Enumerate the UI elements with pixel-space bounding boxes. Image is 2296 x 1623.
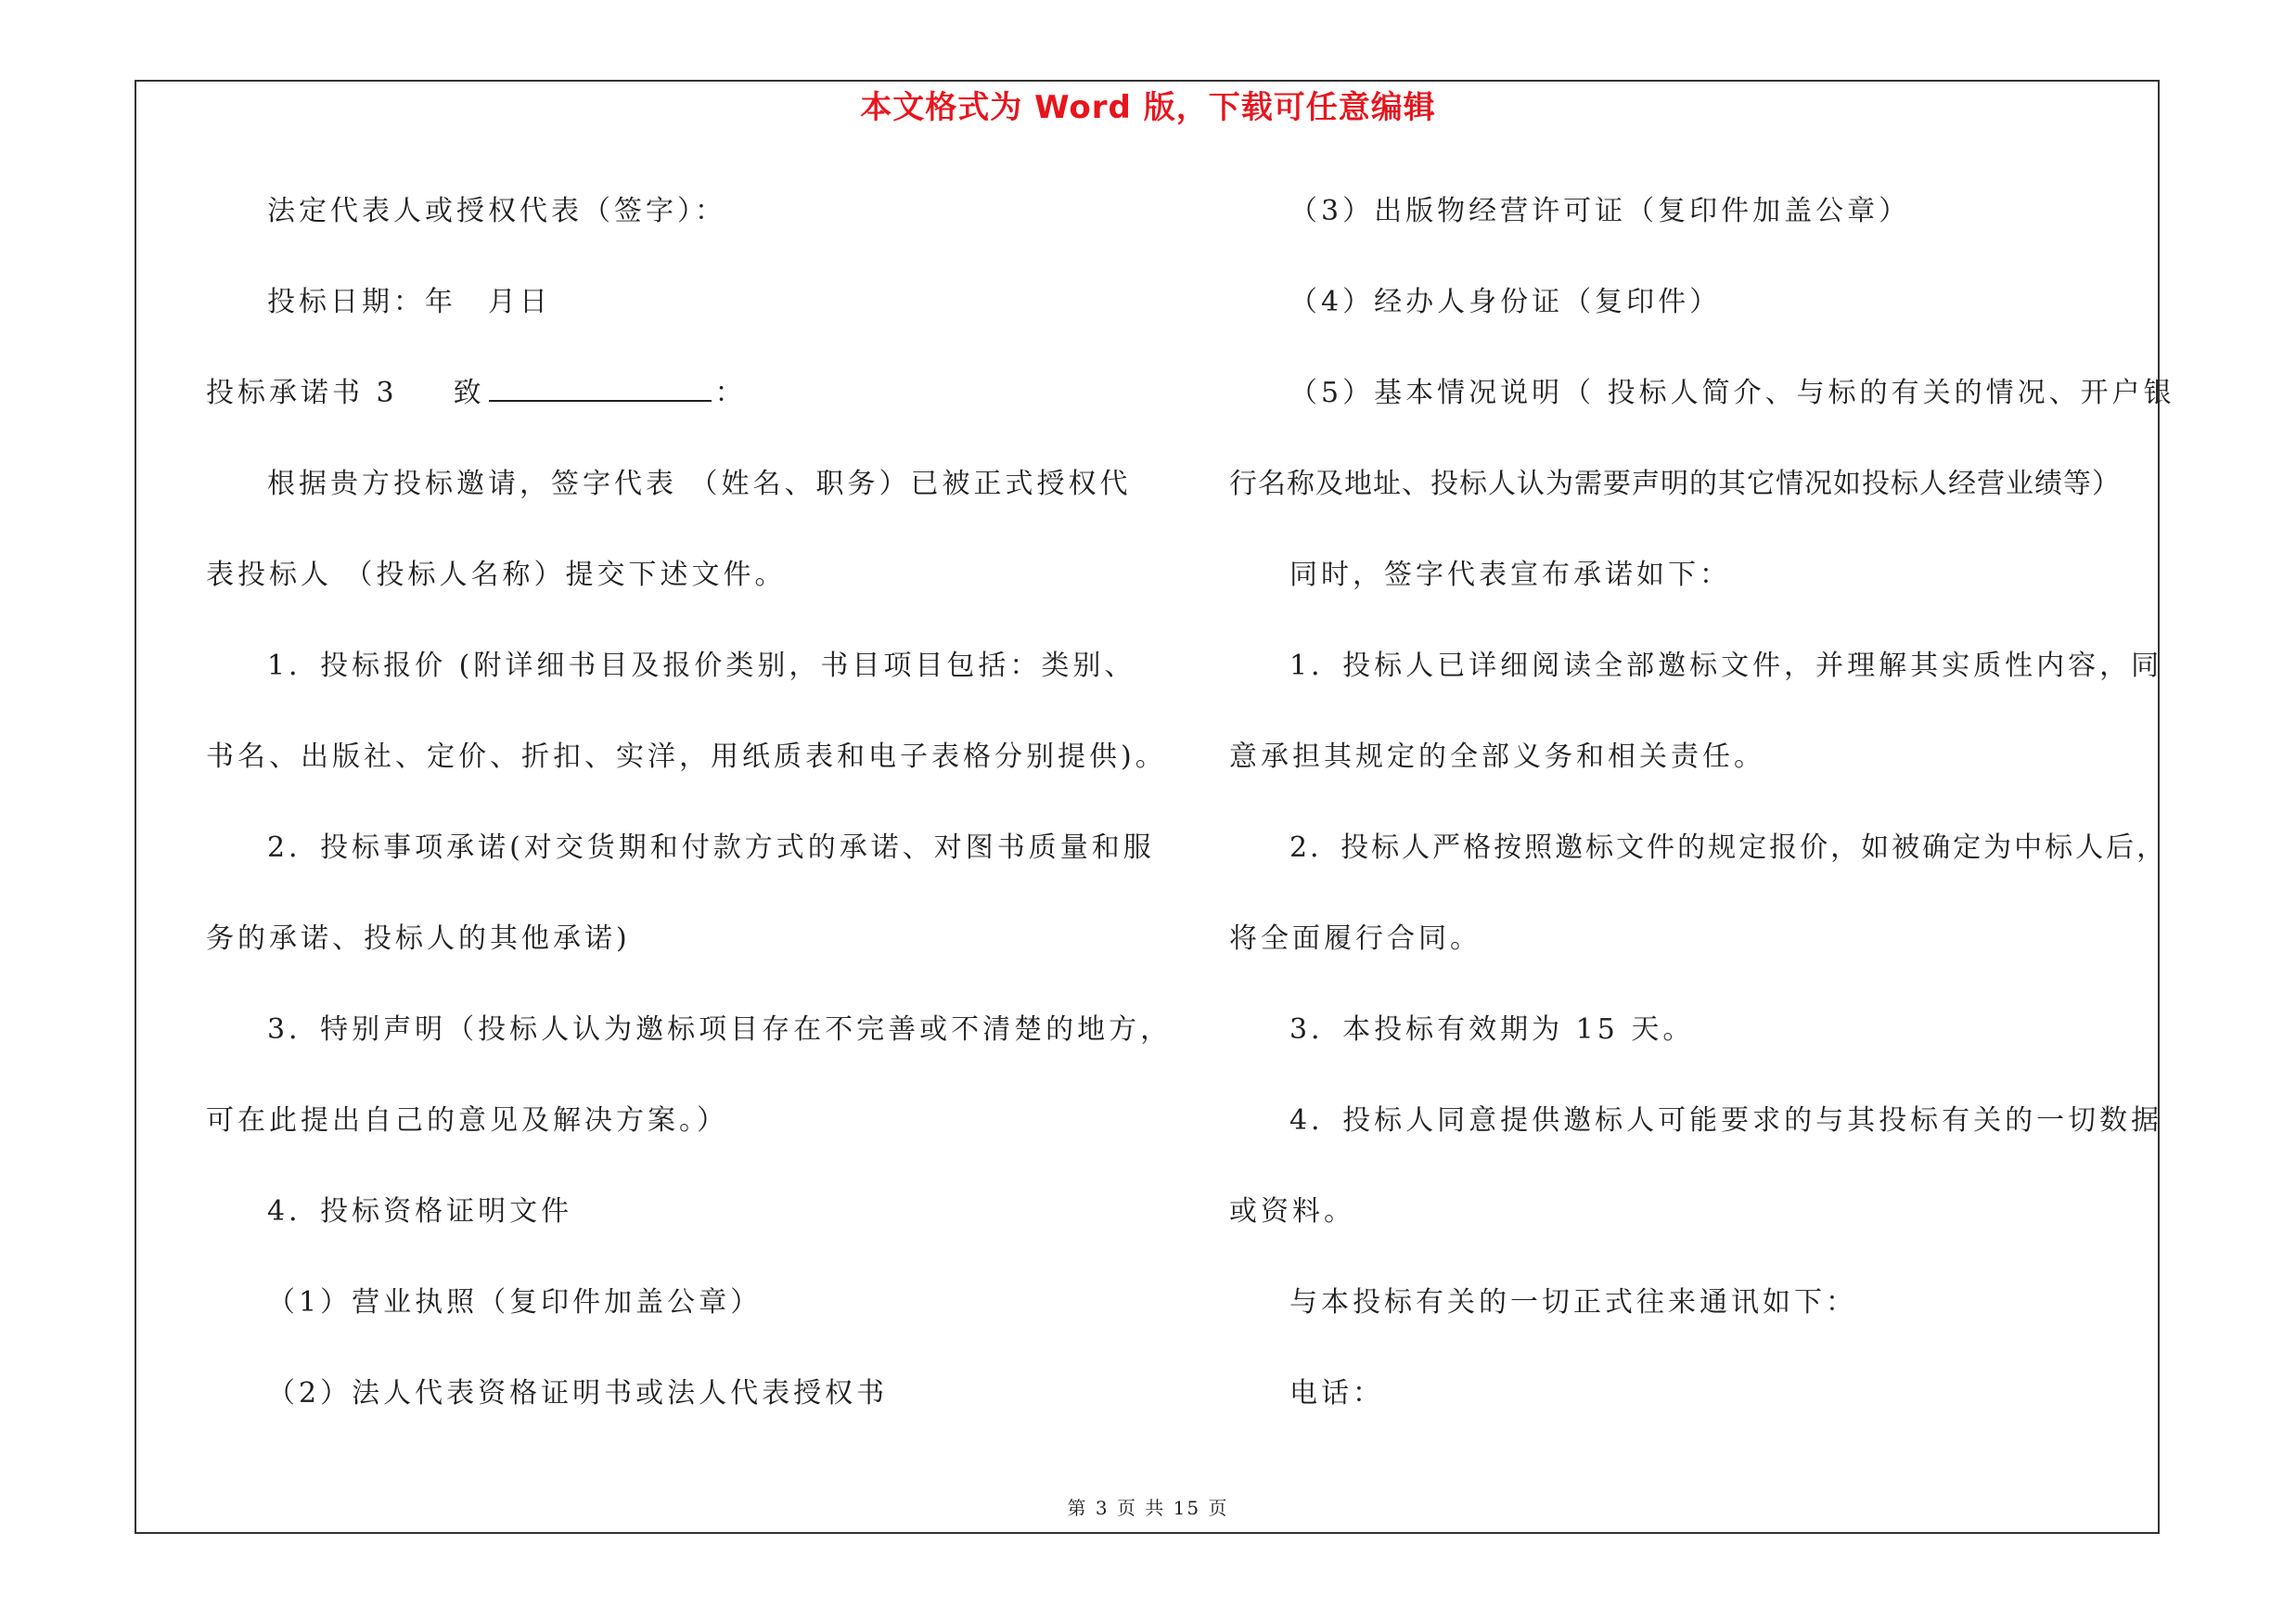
paragraph-line: 2．投标事项承诺(对交货期和付款方式的承诺、对图书质量和服 — [267, 831, 1155, 864]
paragraph-line: 4．投标人同意提供邀标人可能要求的与其投标有关的一切数据 — [1289, 1104, 2163, 1137]
list-item: （3）出版物经营许可证（复印件加盖公章） — [1289, 195, 1911, 227]
paragraph-line: 与本投标有关的一切正式往来通讯如下： — [1289, 1286, 1857, 1319]
paragraph-line: 3．本投标有效期为 15 天。 — [1289, 1013, 1695, 1046]
list-item: （2）法人代表资格证明书或法人代表授权书 — [267, 1377, 889, 1410]
bid-date-line: 投标日期：年 月日 — [267, 286, 551, 318]
paragraph-line: 2．投标人严格按照邀标文件的规定报价，如被确定为中标人后， — [1289, 831, 2168, 864]
list-item: （1）营业执照（复印件加盖公章） — [267, 1286, 763, 1319]
paragraph-line: 行名称及地址、投标人认为需要声明的其它情况如投标人经营业绩等） — [1229, 468, 2121, 500]
format-notice-banner: 本文格式为 Word 版，下载可任意编辑 — [860, 89, 1436, 126]
commitment-title-line — [206, 372, 747, 415]
phone-label: 电话： — [1289, 1377, 1384, 1410]
paragraph-line: 4．投标资格证明文件 — [267, 1195, 573, 1228]
paragraph-line: 将全面履行合同。 — [1229, 922, 1481, 955]
addressee-colon: ： — [714, 377, 747, 409]
paragraph-line: 可在此提出自己的意见及解决方案。） — [206, 1104, 728, 1137]
paragraph-line: 3．特别声明（投标人认为邀标项目存在不完善或不清楚的地方， — [267, 1013, 1173, 1046]
page-number: 第 3 页 共 15 页 — [1067, 1497, 1229, 1519]
paragraph-line: 意承担其规定的全部义务和相关责任。 — [1229, 741, 1765, 773]
paragraph-line: 同时，签字代表宣布承诺如下： — [1289, 559, 1731, 591]
list-item: （5）基本情况说明（ 投标人简介、与标的有关的情况、开户银 — [1289, 377, 2175, 409]
signature-line: 法定代表人或授权代表（签字）： — [267, 195, 726, 227]
addressee-label: 致 — [453, 377, 485, 409]
paragraph-line: 根据贵方投标邀请，签字代表 （姓名、职务）已被正式授权代 — [267, 468, 1132, 500]
addressee-blank — [489, 372, 712, 402]
paragraph-line: 表投标人 （投标人名称）提交下述文件。 — [206, 559, 787, 591]
list-item: （4）经办人身份证（复印件） — [1289, 286, 1722, 318]
paragraph-line: 或资料。 — [1229, 1195, 1355, 1228]
paragraph-line: 1．投标人已详细阅读全部邀标文件，并理解其实质性内容，同 — [1289, 650, 2163, 682]
paragraph-line: 书名、出版社、定价、折扣、实洋，用纸质表和电子表格分别提供)。 — [206, 741, 1167, 773]
paragraph-line: 务的承诺、投标人的其他承诺) — [206, 922, 631, 955]
paragraph-line: 1．投标报价 (附详细书目及报价类别，书目项目包括：类别、 — [267, 650, 1136, 682]
commitment-title: 投标承诺书 3 — [206, 377, 398, 409]
